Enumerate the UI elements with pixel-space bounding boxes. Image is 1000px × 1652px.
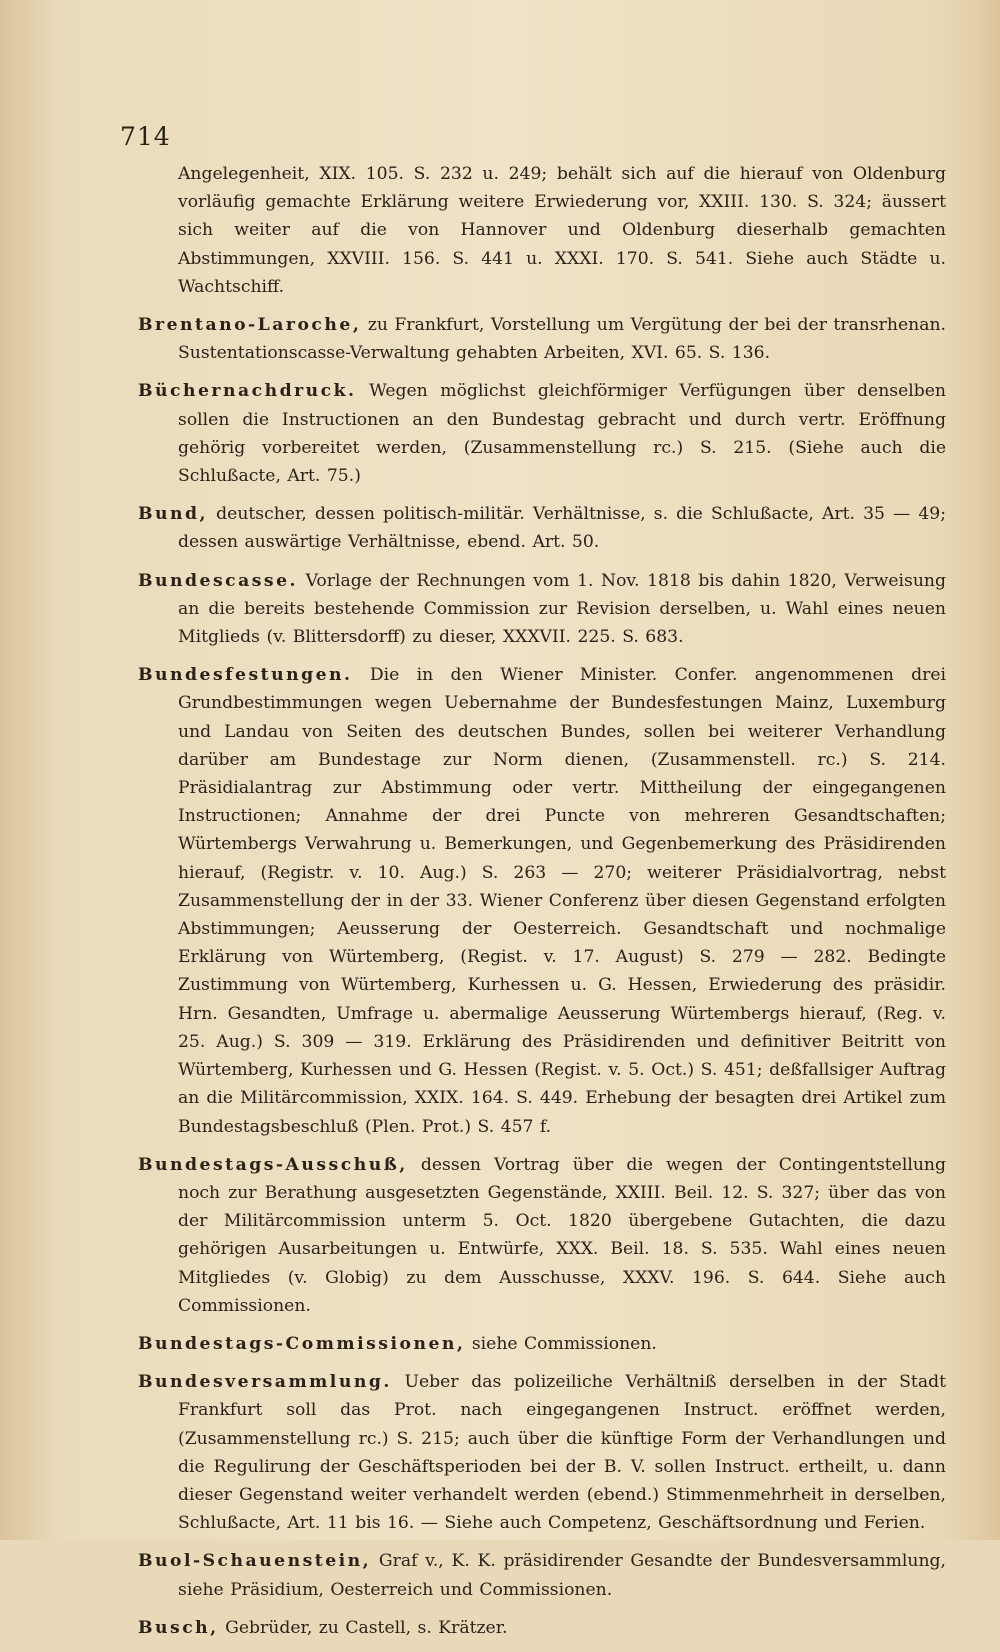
entry-head: Bund, xyxy=(138,504,209,525)
entry-text: dessen Vortrag über die wegen der Contingentstellung noch zur Berathung ausgesetzten Gegenstände, XXIII. Beil. 12. S. 327; über das von der Militärcommission unterm 5. Oct. 1820 übergebene Gutachten, die dazu gehörigen Ausarbeitungen u. Entwürfe, XXX. Beil. 18. S. 535. Wahl eines neuen Mitgliedes (v. Globig) zu dem Ausschusse, XXXV. 196. S. 644. Siehe auch Commissionen. xyxy=(178,1154,946,1316)
entry-head: Busch, xyxy=(138,1617,219,1638)
entry-head: Bundescasse. xyxy=(138,570,299,591)
entry-text: siehe Commissionen. xyxy=(471,1333,657,1354)
entry-head: Brentano-Laroche, xyxy=(138,315,362,336)
entry-text: Angelegenheit, XIX. 105. S. 232 u. 249; behält sich auf die hierauf von Oldenburg vorläufig gemachte Erklärung weitere Erwiederung vor, XXIII. 130. S. 324; äussert sich weiter auf die von Hannover und Oldenburg dieserhalb gemachten Abstimmungen, XXVIII. 156. S. 441 u. XXXI. 170. S. 541. Siehe auch Städte u. Wachtschiff. xyxy=(178,164,946,297)
entry-text: Gebrüder, zu Castell, s. Krätzer. xyxy=(225,1617,508,1638)
entry-text: Ueber das polizeiliche Verhältniß derselben in der Stadt Frankfurt soll das Prot. nach eingegangenen Instruct. eröffnet werden, (Zusammenstellung rc.) S. 215; auch über die künftige Form der Verhandlungen und die Regulirung der Geschäftsperioden bei der B. V. sollen Instruct. ertheilt, u. dann dieser Gegenstand weiter verhandelt werden (ebend.) Stimmenmehrheit in derselben, Schlußacte, Art. 11 bis 16. — Siehe auch Competenz, Geschäftsordnung und Ferien. xyxy=(178,1372,946,1534)
entry-head: Bundestags-Ausschuß, xyxy=(138,1154,408,1175)
index-entry xyxy=(138,1547,946,1603)
entry-head: Bundestags-Commissionen, xyxy=(138,1333,466,1354)
index-entry xyxy=(138,377,946,490)
entry-text: deutscher, dessen politisch-militär. Verhältnisse, s. die Schlußacte, Art. 35 — 49; dessen auswärtige Verhältnisse, ebend. Art. 50. xyxy=(178,504,946,553)
entry-head: Bundesversammlung. xyxy=(138,1372,392,1393)
index-entry xyxy=(138,500,946,556)
index-entry xyxy=(138,1151,946,1320)
entry-text: Wegen möglichst gleichförmiger Verfügungen über denselben sollen die Instructionen an den Bundestag gebracht und durch vertr. Eröffnung gehörig vorbereitet werden, (Zusammenstellung rc.) S. 215. (Siehe auch die Schlußacte, Art. 75.) xyxy=(178,381,946,487)
entry-text: Vorlage der Rechnungen vom 1. Nov. 1818 bis dahin 1820, Verweisung an die bereits bestehende Commission zur Revision derselben, u. Wahl eines neuen Mitglieds (v. Blittersdorff) zu dieser, XXXVII. 225. S. 683. xyxy=(178,570,946,648)
index-entry xyxy=(138,661,946,1140)
index-entry xyxy=(138,567,946,652)
index-entry xyxy=(138,1330,946,1358)
index-entries xyxy=(138,160,946,1652)
entry-text: Die in den Wiener Minister. Confer. angenommenen drei Grundbestimmungen wegen Uebernahme der Bundesfestungen Mainz, Luxemburg und Landau von Seiten des deutschen Bundes, sollen bei weiterer Verhandlung darüber am Bundestage zur Norm dienen, (Zusammenstell. rc.) S. 214. Präsidialantrag zur Abstimmung oder vertr. Mittheilung der eingegangenen Instructionen; Annahme der drei Puncte von mehreren Gesandtschaften; Würtembergs Verwahrung u. Bemerkungen, und Gegenbemerkung des Präsidirenden hierauf, (Registr. v. 10. Aug.) S. 263 — 270; weiterer Präsidialvortrag, nebst Zusammenstellung der in der 33. Wiener Conferenz über diesen Gegenstand erfolgten Abstimmungen; Aeusserung der Oesterreich. Gesandtschaft und nochmalige Erklärung von Würtemberg, (Regist. v. 17. August) S. 279 — 282. Bedingte Zustimmung von Würtemberg, Kurhessen u. G. Hessen, Erwiederung des präsidir. Hrn. Gesandten, Umfrage u. abermalige Aeusserung Würtembergs hierauf, (Reg. v. 25. Aug.) S. 309 — 319. Erklärung des Präsidirenden und definitiver Beitritt von Würtemberg, Kurhessen und G. Hessen (Regist. v. 5. Oct.) S. 451; deßfallsiger Auftrag an die Militärcommission, XXIX. 164. S. 449. Erhebung der besagten drei Artikel zum Bundestagsbeschluß (Plen. Prot.) S. 457 f. xyxy=(178,665,946,1137)
entry-text: Graf v., K. K. präsidirender Gesandte der Bundesversammlung, siehe Präsidium, Oesterreich und Commissionen. xyxy=(178,1551,946,1600)
index-entry xyxy=(138,311,946,367)
index-entry xyxy=(138,1614,946,1642)
entry-head: Büchernachdruck. xyxy=(138,381,357,402)
index-entry xyxy=(138,1368,946,1537)
entry-text: zu Frankfurt, Vorstellung um Vergütung der bei der transrhenan. Sustentationscasse-Verwaltung gehabten Arbeiten, XVI. 65. S. 136. xyxy=(178,315,946,364)
page-number: 714 xyxy=(120,122,171,151)
index-entry xyxy=(138,160,946,301)
entry-head: Buol-Schauenstein, xyxy=(138,1551,372,1572)
entry-head: Bundesfestungen. xyxy=(138,665,353,686)
